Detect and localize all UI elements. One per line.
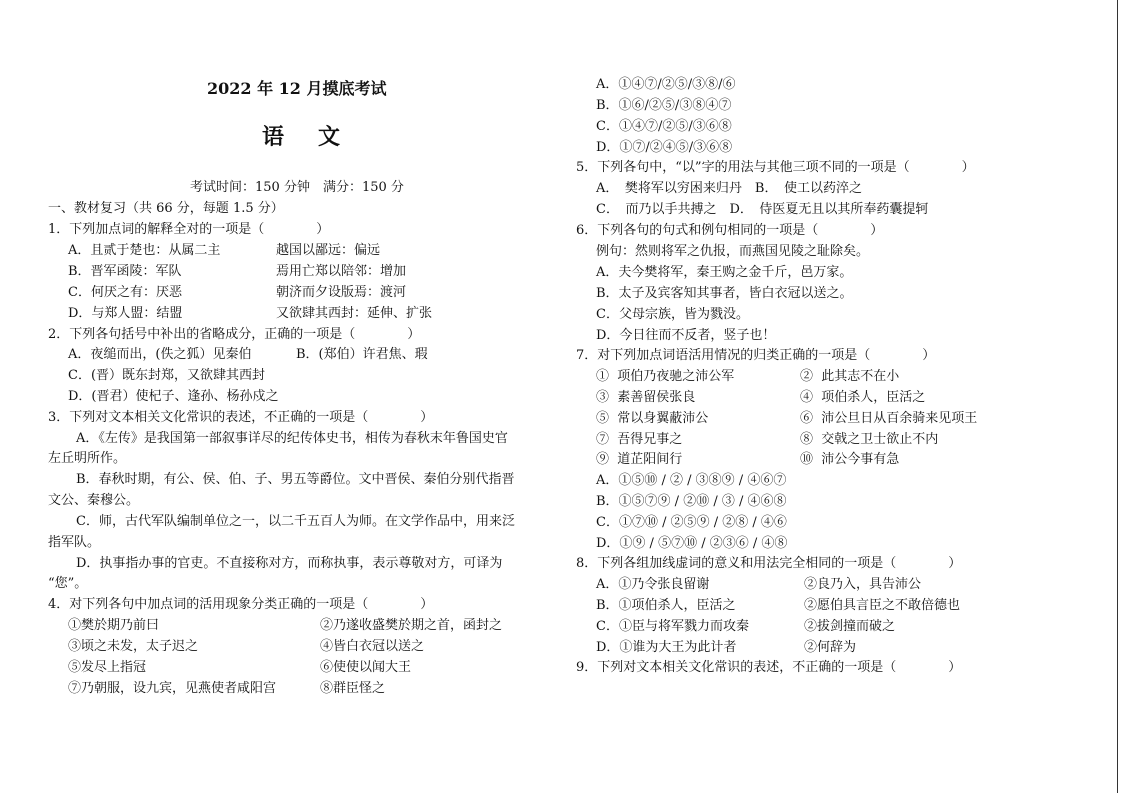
question-4-option-d: D．①⑦/②④⑤/③⑥⑧ [596, 140, 733, 155]
question-4-item-8: ⑧群臣怪之 [320, 681, 386, 696]
question-2-option-c: C．(晋）既东封郑，又欲肆其西封 [68, 368, 266, 383]
question-1-option-b: B．晋军函陵：军队 [68, 264, 182, 279]
exam-time-info: 考试时间：150 分钟 满分：150 分 [190, 180, 404, 195]
question-7-item-3: ③ 素善留侯张良 [596, 390, 696, 405]
question-8-option-a-second: ②良乃入，具告沛公 [804, 577, 922, 592]
question-4-stem: 4．对下列各句中加点词的活用现象分类正确的一项是（ ） [48, 597, 434, 612]
question-8-option-a: A．①乃令张良留谢 [596, 577, 710, 592]
question-7-item-9: ⑨ 道芷阳间行 [596, 452, 683, 467]
question-4-item-5: ⑤发尽上指冠 [68, 660, 147, 675]
question-8-option-c: C．①臣与将军戮力而攻秦 [596, 619, 749, 634]
question-7-option-d: D．①⑨ / ⑤⑦⑩ / ②③⑥ / ④⑧ [596, 536, 788, 551]
question-7-item-7: ⑦ 吾得兄事之 [596, 432, 683, 447]
question-7-item-1: ① 项伯乃夜驰之沛公军 [596, 369, 735, 384]
question-3-option-c-cont: 指军队。 [48, 535, 101, 550]
question-4-item-6: ⑥使使以闻大王 [320, 660, 412, 675]
question-7-item-6: ⑥ 沛公旦日从百余骑来见项王 [800, 411, 978, 426]
question-1-option-b-second: 焉用亡郑以陪邻：增加 [276, 264, 407, 279]
question-6-option-b: B．太子及宾客知其事者，皆白衣冠以送之。 [596, 286, 853, 301]
question-8-option-d-second: ②何辞为 [804, 640, 857, 655]
page-edge-line [1117, 0, 1118, 793]
question-7-option-c: C．①⑦⑩ / ②⑤⑨ / ②⑧ / ④⑥ [596, 515, 787, 530]
subject-title: 语 文 [262, 124, 347, 150]
exam-title: 2022 年 12 月摸底考试 [207, 79, 387, 98]
question-1-option-c: C．何厌之有：厌恶 [68, 285, 182, 300]
question-5-stem: 5．下列各句中，“以”字的用法与其他三项不同的一项是（ ） [576, 160, 975, 175]
question-8-stem: 8．下列各组加线虚词的意义和用法完全相同的一项是（ ） [576, 556, 962, 571]
question-5-options-ab: A． 樊将军以穷困来归丹 B． 使工以药淬之 [596, 181, 862, 196]
question-1-option-a: A．且贰于楚也：从属二主 [68, 243, 221, 258]
question-3-option-a: A．《左传》是我国第一部叙事详尽的纪传体史书，相传为春秋末年鲁国史官 [76, 431, 508, 446]
question-6-option-a: A．夫今樊将军，秦王购之金千斤，邑万家。 [596, 265, 853, 280]
question-8-option-c-second: ②拔剑撞而破之 [804, 619, 896, 634]
question-1-option-d: D．与郑人盟：结盟 [68, 306, 183, 321]
question-7-stem: 7．对下列加点词语活用情况的归类正确的一项是（ ） [576, 348, 936, 363]
question-3-option-a-cont: 左丘明所作。 [48, 451, 127, 466]
question-4-item-1: ①樊於期乃前曰 [68, 618, 160, 633]
question-4-item-2: ②乃遂收盛樊於期之首，函封之 [320, 618, 503, 633]
question-7-option-b: B．①⑤⑦⑨ / ②⑩ / ③ / ④⑥⑧ [596, 494, 787, 509]
question-1-option-d-second: 又欲肆其西封：延伸、扩张 [276, 306, 433, 321]
question-7-item-4: ④ 项伯杀人，臣活之 [800, 390, 926, 405]
question-3-option-d: D．执事指办事的官吏。不直接称对方，而称执事，表示尊敬对方，可译为 [76, 556, 503, 571]
question-1-stem: 1．下列加点词的解释全对的一项是（ ） [48, 222, 330, 237]
question-2-option-d: D．(晋君）使杞子、逢孙、杨孙戍之 [68, 389, 279, 404]
question-7-item-5: ⑤ 常以身翼蔽沛公 [596, 411, 709, 426]
question-7-item-2: ② 此其志不在小 [800, 369, 900, 384]
question-8-option-d: D．①谁为大王为此计者 [596, 640, 737, 655]
question-5-options-cd: C． 而乃以手共搏之 D． 侍医夏无且以其所奉药囊提轲 [596, 202, 929, 217]
question-6-example: 例句：然则将军之仇报，而燕国见陵之耻除矣。 [596, 244, 870, 259]
question-3-option-d-cont: “您”。 [48, 576, 88, 591]
question-4-option-a: A．①④⑦/②⑤/③⑧/⑥ [596, 77, 736, 92]
question-1-option-a-second: 越国以鄙远：偏远 [276, 243, 381, 258]
question-4-item-7: ⑦乃朝服，设九宾，见燕使者咸阳宫 [68, 681, 277, 696]
question-7-option-a: A．①⑤⑩ / ② / ③⑧⑨ / ④⑥⑦ [596, 473, 787, 488]
question-8-option-b-second: ②愿伯具言臣之不敢倍德也 [804, 598, 961, 613]
question-2-option-a: A．夜缒而出，(佚之狐）见秦伯 [68, 347, 252, 362]
question-4-option-b: B．①⑥/②⑤/③⑧④⑦ [596, 98, 732, 113]
question-9-stem: 9．下列对文本相关文化常识的表述，不正确的一项是（ ） [576, 660, 962, 675]
question-8-option-b: B．①项伯杀人，臣活之 [596, 598, 736, 613]
question-2-option-b: B．(郑伯）许君焦、瑕 [296, 347, 428, 362]
question-3-option-b-cont: 文公、秦穆公。 [48, 493, 140, 508]
question-3-option-c: C．师，古代军队编制单位之一，以二千五百人为师。在文学作品中，用来泛 [76, 514, 515, 529]
section-heading: 一、教材复习（共 66 分，每题 1.5 分） [48, 201, 284, 216]
question-3-stem: 3．下列对文本相关文化常识的表述，不正确的一项是（ ） [48, 410, 434, 425]
question-6-option-c: C．父母宗族，皆为戮没。 [596, 307, 749, 322]
question-1-option-c-second: 朝济而夕设版焉：渡河 [276, 285, 407, 300]
question-3-option-b: B．春秋时期，有公、侯、伯、子、男五等爵位。文中晋侯、秦伯分别代指晋 [76, 472, 515, 487]
question-4-item-4: ④皆白衣冠以送之 [320, 639, 425, 654]
question-6-stem: 6．下列各句的句式和例句相同的一项是（ ） [576, 223, 884, 238]
question-4-option-c: C．①④⑦/②⑤/③⑥⑧ [596, 119, 732, 134]
question-6-option-d: D．今日往而不反者，竖子也！ [596, 328, 776, 343]
question-7-item-10: ⑩ 沛公今事有急 [800, 452, 900, 467]
question-7-item-8: ⑧ 交戟之卫士欲止不内 [800, 432, 939, 447]
question-2-stem: 2．下列各句括号中补出的省略成分，正确的一项是（ ） [48, 327, 421, 342]
question-4-item-3: ③顷之未发，太子迟之 [68, 639, 199, 654]
